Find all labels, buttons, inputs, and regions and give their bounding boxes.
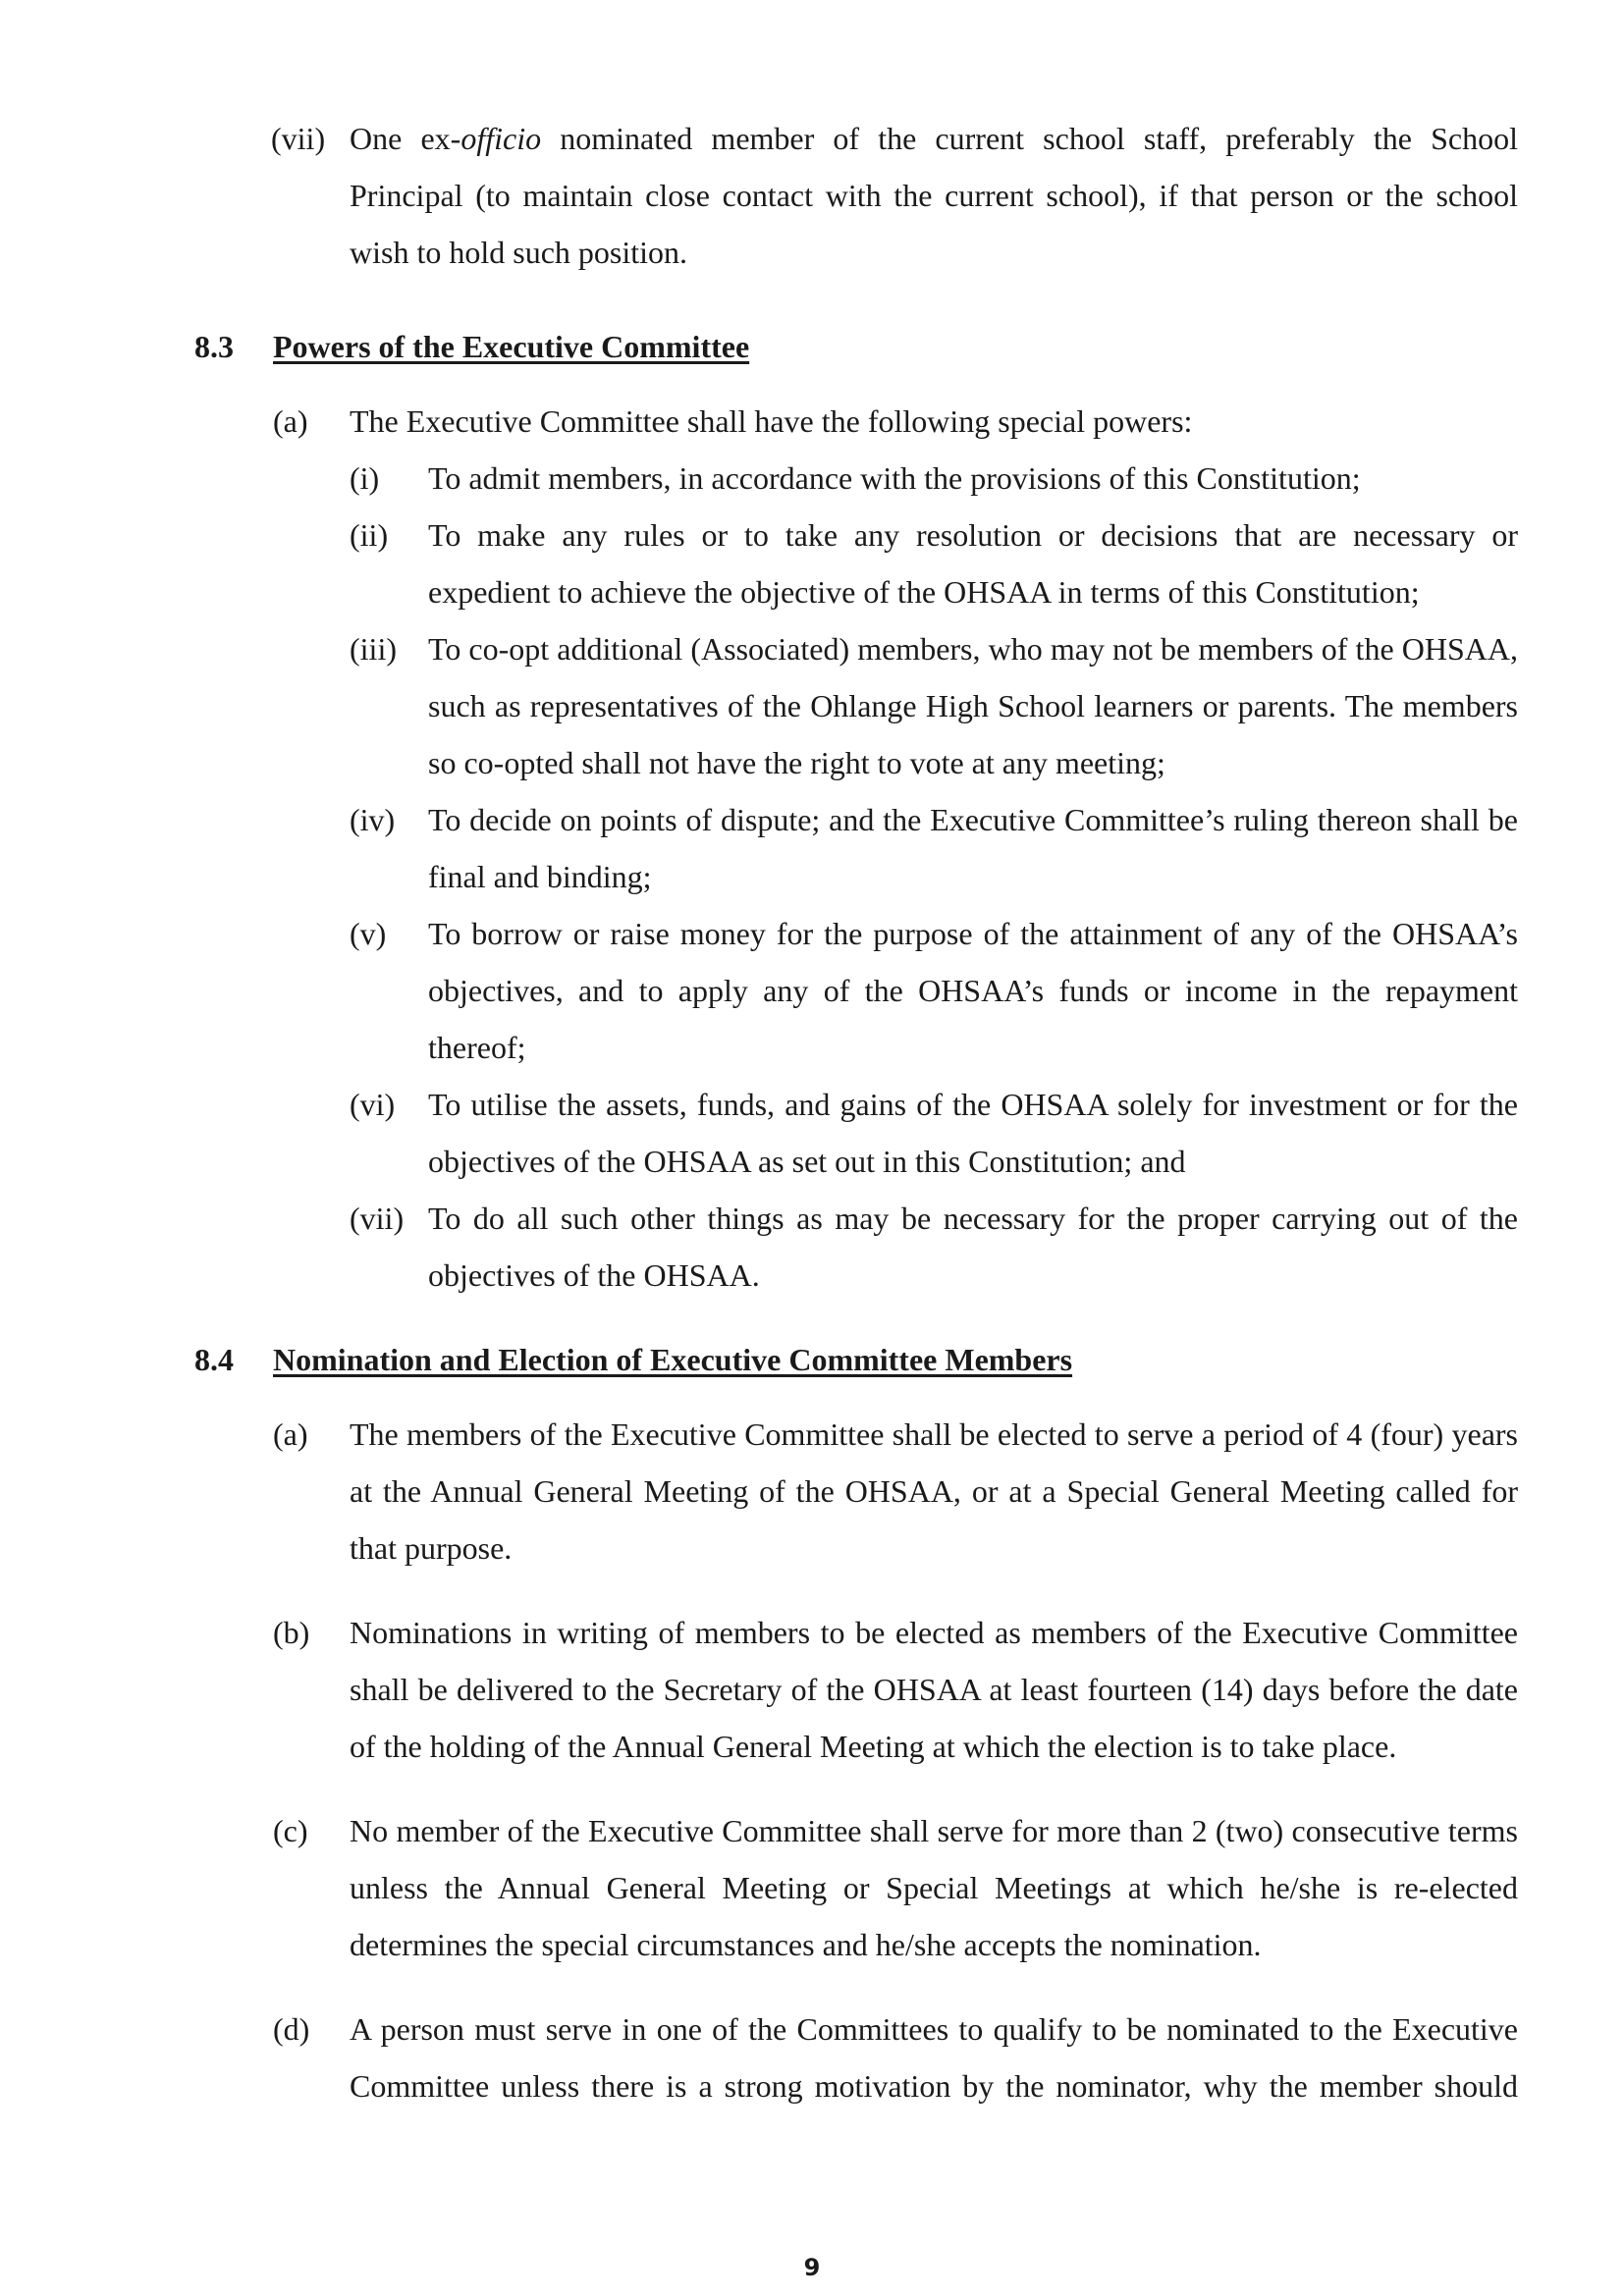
nomination-para-label: (d) [273,2011,310,2047]
intro-item-italic: officio [460,121,542,156]
power-item-label: (vii) [350,1201,405,1236]
power-item-text: To decide on points of dispute; and the Executive Committee’s ruling thereon shall be final and binding; [428,802,1518,894]
section-8-3-number: 8.3 [194,329,234,364]
power-item-text: To do all such other things as may be necessary for the proper carrying out of the objectives of the OHSAA. [428,1201,1518,1293]
power-item-label: (v) [350,916,387,951]
section-8-3-para-a-text: The Executive Committee shall have the following special powers: [350,403,1193,439]
power-item-text: To admit members, in accordance with the provisions of this Constitution; [428,460,1361,496]
power-item-label: (iv) [350,802,396,837]
nomination-para-text: No member of the Executive Committee shall serve for more than 2 (two) consecutive terms unless the Annual General Meeting or Special Meetings at which he/she is re-elected determines the special circumstances and he/she accepts the nomination. [350,1813,1518,1962]
power-item-text: To borrow or raise money for the purpose of the attainment of any of the OHSAA’s objectives, and to apply any of the OHSAA’s funds or income in the repayment thereof; [428,916,1518,1065]
intro-item-label: (vii) [271,121,326,156]
power-item-label: (i) [350,460,380,496]
power-item-label: (ii) [350,517,389,553]
intro-item-text [350,110,1518,281]
nomination-para-text: The members of the Executive Committee shall be elected to serve a period of 4 (four) years at the Annual General Meeting of the OHSAA, or at a Special General Meeting called for that purpose. [350,1416,1518,1566]
nomination-para-text: Nominations in writing of members to be elected as members of the Executive Committee shall be delivered to the Secretary of the OHSAA at least fourteen (14) days before the date of the holding of the Annual General Meeting at which the election is to take place. [350,1615,1518,1764]
section-8-3-title: Powers of the Executive Committee [273,329,750,364]
power-item-label: (iii) [350,631,397,667]
power-item-text: To utilise the assets, funds, and gains of the OHSAA solely for investment or for the objectives of the OHSAA as set out in this Constitution; and [428,1087,1518,1179]
power-item-text: To make any rules or to take any resolution or decisions that are necessary or expedient to achieve the objective of the OHSAA in terms of this Constitution; [428,517,1518,610]
intro-item-post: nominated member of the current school staff, preferably the School Principal (to maintain close contact with the current school), if that person or the school wish to hold such position. [350,121,1519,270]
section-8-4-title: Nomination and Election of Executive Committee Members [273,1342,1073,1377]
intro-item-pre: One ex- [350,121,461,156]
nomination-para-label: (c) [273,1813,308,1848]
section-8-4-number: 8.4 [194,1342,234,1377]
nomination-para-label: (b) [273,1615,310,1650]
power-item-text: To co-opt additional (Associated) members, who may not be members of the OHSAA, such as representatives of the Ohlange High School learners or parents. The members so co-opted shall not have the right to vote at any meeting; [428,631,1518,780]
nomination-para-text: A person must serve in one of the Committees to qualify to be nominated to the Executive Committee unless there is a strong motivation by the nominator, why the member should [350,2011,1518,2104]
section-8-3-para-a-label: (a) [273,403,308,439]
page-number: 9 [803,2254,821,2281]
power-item-label: (vi) [350,1087,396,1122]
nomination-para-label: (a) [273,1416,308,1452]
